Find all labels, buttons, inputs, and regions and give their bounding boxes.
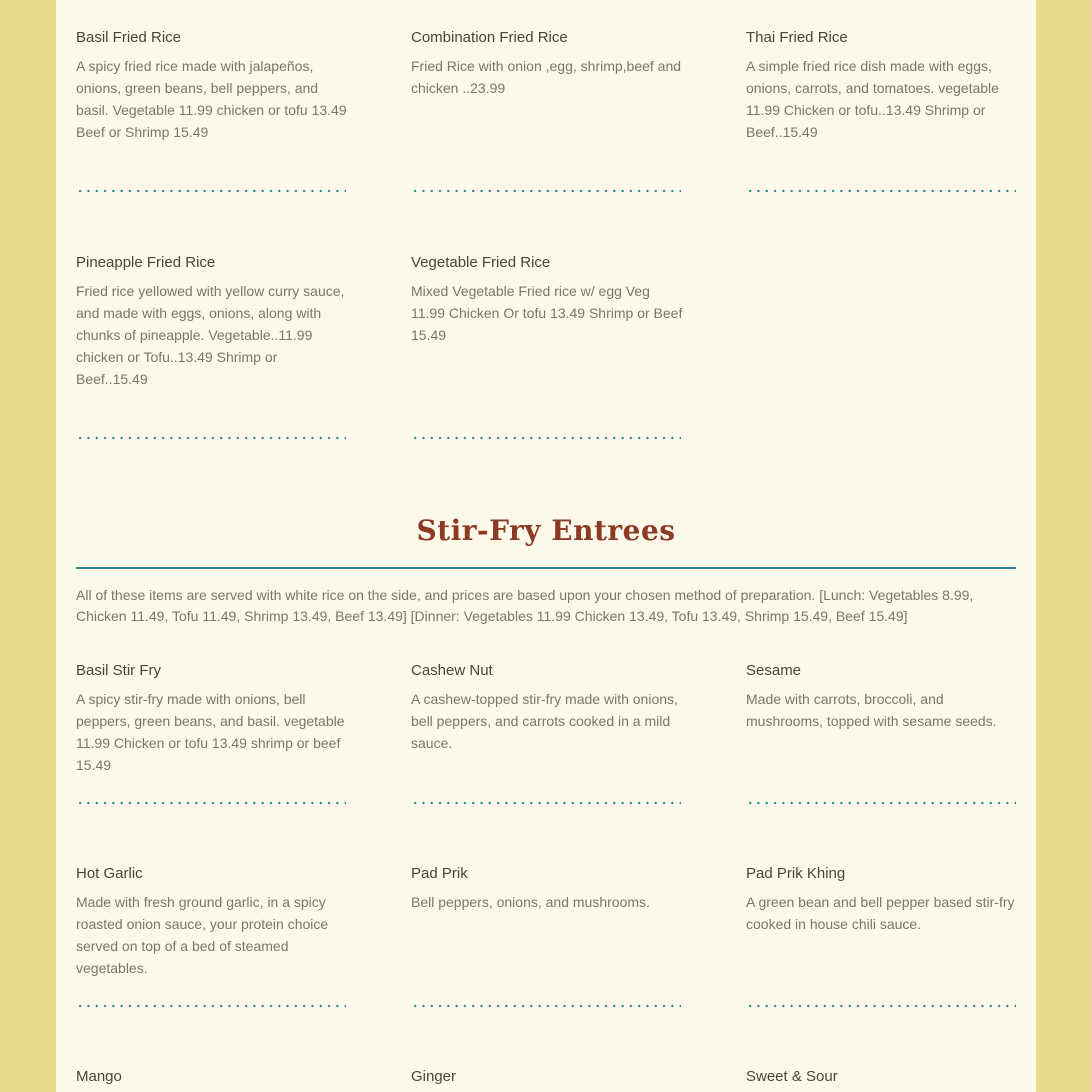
menu-item bbox=[411, 28, 683, 96]
menu-item-description: A simple fried rice dish made with eggs, onions, carrots, and tomatoes. vegetable 11.99 Chicken or tofu..13.49 Shrimp or Beef..15.49 bbox=[746, 58, 999, 140]
menu-item bbox=[76, 28, 348, 140]
menu-item bbox=[76, 661, 348, 773]
menu-item bbox=[746, 28, 1018, 140]
dotted-divider bbox=[746, 801, 1016, 805]
menu-item-description: A green bean and bell pepper based stir-fry cooked in house chili sauce. bbox=[746, 894, 1015, 932]
dotted-divider bbox=[76, 1004, 346, 1008]
menu-item-description: Bell peppers, onions, and mushrooms. bbox=[411, 894, 650, 910]
menu-item bbox=[411, 253, 683, 343]
menu-item bbox=[411, 661, 683, 751]
dotted-divider bbox=[746, 1004, 1016, 1008]
dotted-divider bbox=[746, 189, 1016, 193]
section-title: Stir-Fry Entrees bbox=[416, 514, 676, 547]
menu-item-name: Mango bbox=[76, 1068, 122, 1085]
dotted-divider bbox=[76, 189, 346, 193]
menu-item-description: A spicy fried rice made with jalapeños, onions, green beans, bell peppers, and basil. Vegetable 11.99 chicken or tofu 13.49 Beef or Shrimp 15.49 bbox=[76, 58, 347, 140]
menu-item bbox=[411, 864, 683, 910]
menu-item-description: Made with carrots, broccoli, and mushrooms, topped with sesame seeds. bbox=[746, 691, 997, 729]
menu-item-name: Pad Prik bbox=[411, 865, 468, 882]
menu-item-name: Pad Prik Khing bbox=[746, 865, 846, 882]
dotted-divider bbox=[411, 801, 681, 805]
menu-item-description: Fried rice yellowed with yellow curry sauce, and made with eggs, onions, along with chunks of pineapple. Vegetable..11.99 chicken or Tofu..13.49 Shrimp or Beef..15.49 bbox=[76, 283, 345, 387]
menu-item bbox=[411, 1067, 683, 1087]
menu-item-name: Vegetable Fried Rice bbox=[411, 254, 551, 271]
menu-item-name: Combination Fried Rice bbox=[411, 29, 568, 46]
menu-item-name: Basil Fried Rice bbox=[76, 29, 182, 46]
dotted-divider bbox=[76, 436, 346, 440]
menu-item-name: Ginger bbox=[411, 1068, 457, 1085]
menu-item-description: Mixed Vegetable Fried rice w/ egg Veg 11.99 Chicken Or tofu 13.49 Shrimp or Beef 15.49 bbox=[411, 283, 683, 343]
menu-item-name: Thai Fried Rice bbox=[746, 29, 848, 46]
dotted-divider bbox=[411, 189, 681, 193]
menu-item-name: Hot Garlic bbox=[76, 865, 143, 882]
dotted-divider bbox=[411, 436, 681, 440]
section-divider bbox=[76, 567, 1016, 569]
menu-item bbox=[746, 661, 1018, 729]
menu-item-description: Fried Rice with onion ,egg, shrimp,beef and chicken ..23.99 bbox=[411, 58, 682, 96]
section-note: All of these items are served with white rice on the side, and prices are based upon your chosen method of preparation. [Lunch: Vegetables 8.99, Chicken 11.49, Tofu 11.49, Shrimp 13.49, Beef 13.49] [Dinner: Vegetables 11.99 Chicken 13.49, Tofu 13.49, Shrimp 15.49, Beef 15.49] bbox=[76, 587, 974, 624]
menu-item-description: A cashew-topped stir-fry made with onions, bell peppers, and carrots cooked in a mild sauce. bbox=[411, 691, 678, 751]
menu-item bbox=[746, 864, 1018, 932]
dotted-divider bbox=[411, 1004, 681, 1008]
menu-item bbox=[76, 1067, 348, 1087]
menu-item bbox=[76, 253, 348, 387]
menu-item-name: Sweet & Sour bbox=[746, 1068, 838, 1085]
menu-item bbox=[76, 864, 348, 976]
menu-item-name: Basil Stir Fry bbox=[76, 662, 162, 679]
menu-page bbox=[56, 0, 1036, 1092]
menu-item bbox=[746, 1067, 1018, 1087]
menu-item-name: Cashew Nut bbox=[411, 662, 493, 679]
menu-item-description: Made with fresh ground garlic, in a spicy roasted onion sauce, your protein choice served on top of a bed of steamed vegetables. bbox=[76, 894, 329, 976]
dotted-divider bbox=[76, 801, 346, 805]
menu-item-name: Sesame bbox=[746, 662, 802, 679]
menu-item-description: A spicy stir-fry made with onions, bell peppers, green beans, and basil. vegetable 11.99 Chicken or tofu 13.49 shrimp or beef 15.49 bbox=[76, 691, 345, 773]
menu-item-name: Pineapple Fried Rice bbox=[76, 254, 216, 271]
